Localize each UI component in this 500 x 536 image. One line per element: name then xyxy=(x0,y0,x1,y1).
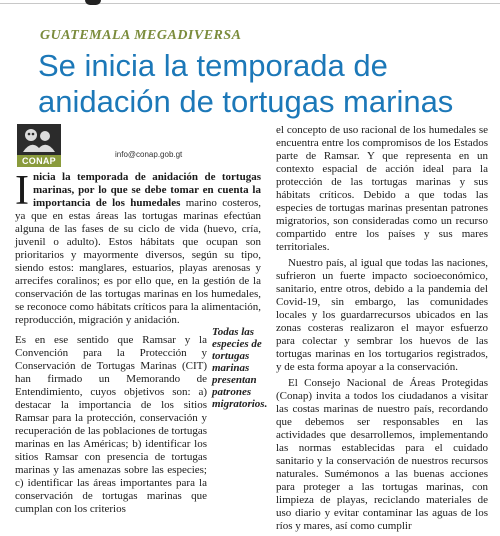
column-1-bottom xyxy=(15,334,207,519)
publication-mark xyxy=(85,0,101,5)
lead-bold-text: nicia la temporada de anidación de tortugas marinas, por lo que se debe tomar en cuenta la importancia de los humedales xyxy=(33,171,261,209)
paragraph-ramsar: Es en ese sentido que Ramsar y la Convención para la Protección y Conservación de Tortugas Marinas (CIT) han firmado un Memorando de Entendimiento, cuyos objetivos son: a) destacar la importancia de los sitios Ramsar para la protección, conservación y recuperación de las poblaciones de tortugas marinas en las Américas; b) identificar los sitios Ramsar con presencia de tortugas marinas y las amenazas sobre las especies; c) identificar las áreas importantes para la conservación de tortugas marinas que cumplan con los criterios xyxy=(15,334,207,515)
lead-text: marino costeros, ya que en estas áreas las tortugas marinas efectúan alguna de las fases de su ciclo de vida (huevo, cría, juvenil o adulto). Estos hábitats que ocupan son prioritarios y mayormente diversos, según su tipo, siendo estos: manglares, estuarios, playas arenosas y arrecifes coralinos; es por ello que, en la gestión de la conservación de las tortugas marinas en los humedales, se reconoce como hábitats críticos para la alimentación, reproducción, migración y anidación. xyxy=(15,197,261,326)
column-2 xyxy=(276,124,488,536)
logo-emblem-icon xyxy=(17,124,61,156)
contact-email[interactable]: info@conap.gob.gt xyxy=(115,150,183,159)
paragraph-conap: El Consejo Nacional de Áreas Protegidas (Conap) invita a todos los ciudadanos a visitar las costas marinas de nuestro país, recordando que debemos ser responsables en las actividades que desarrollemos, implementando las normas establecidas para el cuidado sanitario y la conservación de nuestros recursos naturales. Sumémonos a las buenas acciones para proteger a las tortugas marinas, con limpieza de playas, reciclando materiales de uso diario y evitar contaminar las aguas de los ríos y mares, así como cumplir xyxy=(276,377,488,532)
top-rule xyxy=(0,3,500,4)
article-title: Se inicia la temporada de anidación de tortugas marinas xyxy=(38,48,454,119)
logo-label: CONAP xyxy=(17,155,61,167)
top-bar xyxy=(0,0,500,8)
paragraph-continued: el concepto de uso racional de los humedales se encuentra entre los compromisos de los Estados parte de Ramsar. Y que representa en un contexto espacial de acción ideal para la protección de las tortugas marinas y sus hábitats críticos. Debido a que todas las especies de tortugas marinas presentan patrones migratorios, son consideradas como un recurso compartido entre los países y sus mares territoriales. xyxy=(276,124,488,253)
paragraph-pandemic: Nuestro país, al igual que todas las naciones, sufrieron un fuerte impacto socioeconómico, sanitario, entre otros, debido a la pandemia del Covid-19, sin embargo, las comunidades locales y los guardarrecursos ubicados en las zonas costeras realizaron el mayor esfuerzo para colectar y sembrar los huevos de las tortugas marinas en los tortugarios registrados, y de esta forma apoyar a la conservación. xyxy=(276,257,488,373)
column-1-top xyxy=(15,168,261,330)
drop-cap: I xyxy=(15,168,29,214)
section-kicker: GUATEMALA MEGADIVERSA xyxy=(40,28,242,43)
lead-paragraph xyxy=(15,168,261,327)
conap-logo xyxy=(17,124,61,168)
pull-quote: Todas las especies de tortugas marinas presentan patrones migratorios. xyxy=(212,326,268,410)
